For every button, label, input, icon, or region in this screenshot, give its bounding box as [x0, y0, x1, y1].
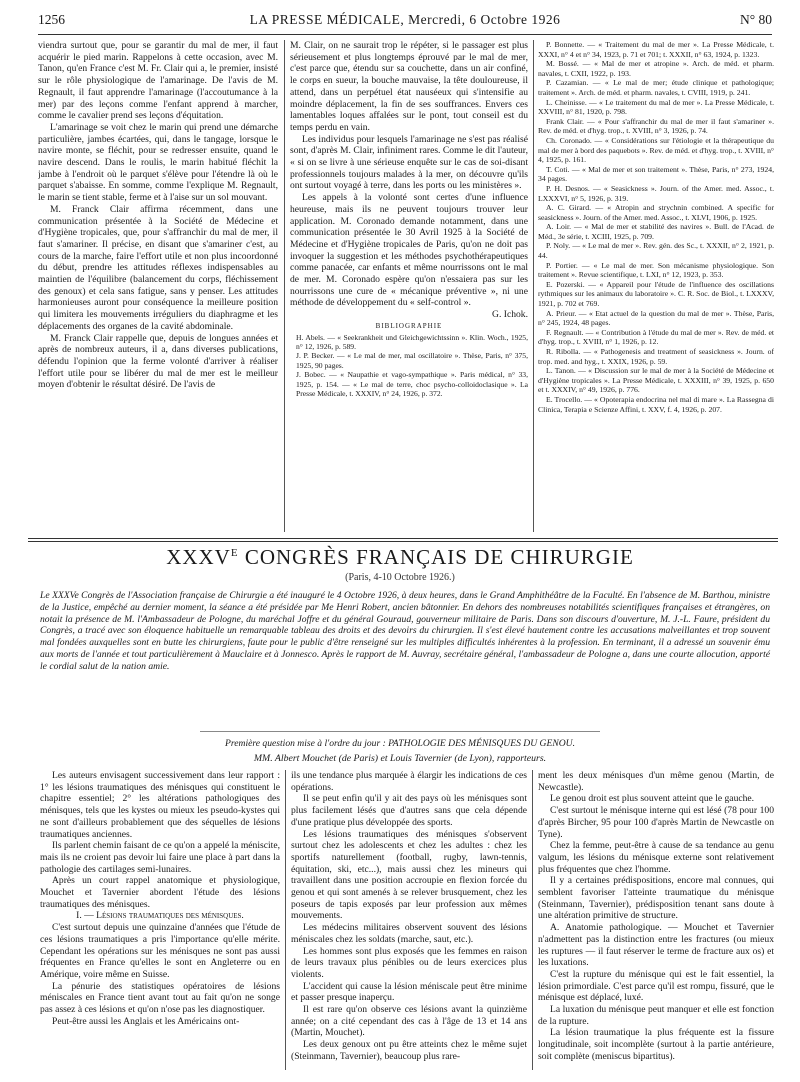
issue-number: N° 80: [739, 12, 772, 27]
author-signature: G. Ichok.: [492, 309, 528, 321]
bibliography-entry: H. Abels. — « Seekrankheit und Gleichgewichtssinn ». Klin. Woch., 1925, n° 12, 1926, p. 589.: [296, 332, 528, 351]
congress-superscript: E: [230, 547, 239, 559]
paragraph: M. Franck Clair affirma récemment, dans une communication présentée à la Société de Médecine et d'Hygiène tropicales, que, pour s'affranchir du mal de mer, il faut s'amariner. Il précise, en disant que s'amariner c'est, au cours de la marche, faire l'effort utile et non plus incoordonné du début, prendre les attitudes réflexes indispensables au maintien de l'équilibre (balancement du corps, fléchissement des genoux) et cela sans fatigue, sans y penser. Les attitudes harmonieuses auront pour conséquence la meilleure position qui limitera les mouvements irréguliers du diaphragme et les déplacements des organes de la cavité abdominale.: [38, 203, 278, 332]
paragraph: Il est rare qu'on observe ces lésions avant la quinzième année; on a cité cependant des cas à l'âge de 13 et 14 ans (Martin, Mouchet).: [291, 1004, 527, 1039]
paragraph: Peut-être aussi les Anglais et les Américains ont-: [52, 1015, 240, 1027]
bibliography-entry: Ch. Coronado. — « Considérations sur l'étiologie et la thérapeutique du mal de mer à bord des paquebots ». Rev. de méd. et d'hyg. trop., t. XVIII, n° 4, 1925, p. 161.: [538, 135, 774, 165]
bibliography-entry: L. Cheinisse. — « Le traitement du mal de mer ». La Presse Médicale, t. XXVIII, n° 81, 1920, p. 798.: [538, 97, 774, 117]
column-rule: [284, 40, 285, 532]
lower-column-3: [538, 770, 774, 1076]
bibliography-entry: A. Loir. — « Mal de mer et stabilité des navires ». Bull. de l'Acad. de Méd., 3e série, t. XCIII, 1925, p. 709.: [538, 222, 774, 241]
paragraph: L'accident qui cause la lésion méniscale peut être minime et passer presque inaperçu.: [291, 980, 527, 1004]
section-rule: [200, 731, 600, 732]
paragraph: M. Franck Clair rappelle que, depuis de longues années et après de nombreux auteurs, il a, dans diverses publications, défendu l'opinion que la ferme volonté d'arriver à réaliser l'effort utile pour se libérer du mal de mer est le meilleur moyen d'obtenir le résultat désiré. De l'avis de: [38, 332, 278, 391]
paragraph: Les auteurs envisagent successivement dans leur rapport : 1° les lésions traumatiques des ménisques qui constituent le chapitre essentiel; 2° les altérations pathologiques des ménisques, tels que les kystes ou mieux les pseudo-kystes qui ne sont d'ailleurs probablement que des séquelles de lésions traumatiques anciennes.: [40, 770, 280, 840]
paragraph: C'est la rupture du ménisque qui est le fait essentiel, la lésion primordiale. C'est parce qu'il est rompu, fissuré, que le ménisque est déplacé, luxé.: [538, 968, 774, 1004]
paragraph: La luxation du ménisque peut manquer et elle est fonction de la rupture.: [538, 1004, 774, 1027]
upper-column-2: [290, 40, 528, 535]
section-heading: I. — Lésions traumatiques des ménisques.: [76, 910, 244, 922]
section-rule: [28, 538, 778, 539]
paragraph: ment les deux ménisques d'un même genou (Martin, de Newcastle).: [538, 770, 774, 793]
congress-intro: Le XXXVe Congrès de l'Association française de Chirurgie a été inauguré le 4 Octobre 1926, à deux heures, dans le Grand Amphithéâtre de la Faculté. En l'absence de M. Barthou, ministre de la Justice, empêché au dernier moment, la séance a été présidée par Me Henri Robert, ancien bâtonnier. En dehors des nombreuses notabilités scientifiques françaises et étrangères, on notait la présence de M. l'Ambassadeur de Pologne, du maréchal Joffre et du général Gouraud, gouverneur militaire de Paris. Dans son discours d'ouverture, M. J.-L. Faure, président du Congrès, a tracé avec son éloquence habituelle un remarquable tableau des droits et des devoirs du chirurgien. Il s'est élevé hautement contre les accusations malveillantes et trop souvent mal fondées auxquelles sont en butte les chirurgiens, faute pour le public d'être renseigné sur les multiples difficultés inhérentes à la profession. En terminant, il a adressé un souvenir ému aux morts de l'année et tout particulièrement à Mauclaire et à Jonnesco. Après le rapport de M. Auvray, secrétaire général, l'ambassadeur de Pologne a, dans une courte allocution, apporté le cordial salut de la nation amie.: [40, 590, 770, 672]
bibliography-entry: A. C. Girard. — « Atropin and strychnin combined. A specific for seasickness ». Journ. of the Amer. med. Assoc., t. XLVI, 1906, p. 1925.: [538, 203, 774, 222]
paragraph: Les hommes sont plus exposés que les femmes en raison de leurs travaux plus pénibles ou de leurs exercices plus violents.: [291, 945, 527, 980]
paragraph: Le genou droit est plus souvent atteint que le gauche.: [550, 793, 755, 805]
bibliography-entry: T. Coti. — « Mal de mer et son traitement ». Thèse, Paris, n° 273, 1924, 34 pages.: [538, 164, 774, 184]
page-number: 1256: [38, 12, 65, 27]
paragraph: viendra surtout que, pour se garantir du mal de mer, il faut acquérir le pied marin. Rappelons à cette occasion, avec M. Tanon, qu'en France c'est M. Fr. Clair qui a, le premier, insisté sur le rôle physiologique de l'amarinage. De l'avis de M. Regnault, il faut apprendre l'amarinage (l'accoutumance à la mer) par des leçons comme l'enfant apprend à marcher, comme le cavalier prend ses leçons d'équitation.: [38, 40, 278, 122]
bibliography-heading: BIBLIOGRAPHIE: [375, 321, 443, 330]
upper-column-1: [38, 40, 278, 535]
paragraph: Les lésions traumatiques des ménisques s'observent surtout chez les adolescents et chez les adultes : chez les sportifs naturellement (football, rugby, lawn-tennis, équitation, ski, etc...), mais aussi chez les mineurs qui travaillent dans une position accroupie en flexion forcée du genou et qui sont amenés à se relever brusquement, chez les poseurs de tapis exposés par leur profession aux mêmes mouvements.: [291, 828, 527, 922]
running-header: [38, 10, 772, 35]
bibliography-entry: R. Ribolla. — « Pathogenesis and treatment of seasickness ». Journ. of trop. med. and hyg., t. XXIX, 1926, p. 59.: [538, 347, 774, 366]
column-rule: [285, 770, 286, 1070]
rapporteurs-line: MM. Albert Mouchet (de Paris) et Louis Tavernier (de Lyon), rapporteurs.: [253, 753, 547, 764]
paragraph: La pénurie des statistiques opératoires de lésions méniscales en France tient avant tout au fait qu'on ne songe pas assez à ces lésions et qu'on n'ose pas les diagnostiquer.: [40, 980, 280, 1016]
congress-numeral: XXXV: [166, 545, 231, 569]
bibliography-entry: P. Cazamian. — « Le mal de mer; étude clinique et pathologique; traitement ». Arch. de méd. et pharm. navales, t. CVIII, 1919, p. 241.: [538, 78, 774, 97]
paragraph: ils une tendance plus marquée à élargir les indications de ces opérations.: [291, 770, 527, 793]
question-heading: Première question mise à l'ordre du jour : PATHOLOGIE DES MÉNISQUES DU GENOU.: [225, 738, 575, 749]
column-rule: [533, 40, 534, 532]
bibliography-entry: P. Portier. — « Le mal de mer. Son mécanisme physiologique. Son traitement ». Revue scientifique, t. LXI, n° 12, 1923, p. 353.: [538, 260, 774, 280]
congress-title-rest: CONGRÈS FRANÇAIS DE CHIRURGIE: [238, 545, 634, 569]
bibliography-entry: P. H. Desnos. — « Seasickness ». Journ. of the Amer. med. Assoc., t. LXXXVI, n° 5, 1926, p. 319.: [538, 183, 774, 203]
bibliography-entry: F. Regnault. — « Contribution à l'étude du mal de mer ». Rev. de méd. et d'hyg. trop., t. XVIII, n° 1, 1926, p. 12.: [538, 327, 774, 347]
bibliography-column: [538, 40, 774, 535]
bibliography-entry: P. Noly. — « Le mal de mer ». Rev. gén. des Sc., t. XXXII, n° 2, 1921, p. 44.: [538, 241, 774, 261]
lower-column-2: [291, 770, 527, 1076]
paragraph: Chez la femme, peut-être à cause de sa tendance au genu valgum, les lésions du ménisque externe sont relativement plus fréquentes que chez l'homme.: [538, 840, 774, 875]
bibliography-entry: E. Trocello. — « Opoterapia endocrina nel mal di mare ». La Rassegna di Clinica, Terapia e Scienze Affini, t. XXV, f. 4, 1926, p. 207.: [538, 394, 774, 414]
paragraph: Les individus pour lesquels l'amarinage ne s'est pas réalisé sont, d'après M. Clair, infiniment rares. Comme le dit l'auteur, « si on se livre à une sérieuse enquête sur le cas de soi-disant professionnels toujours malades à la mer, on découvre qu'ils ont surtout voyagé à terre, dans les ports ou les ministères ».: [290, 133, 528, 192]
bibliography-entry: A. Prieur. — « Etat actuel de la question du mal de mer ». Thèse, Paris, n° 245, 1924, 48 pages.: [538, 308, 774, 328]
bibliography-entry: L. Tanon. — « Discussion sur le mal de mer à la Société de Médecine et d'Hygiène tropicales ». La Presse Médicale, t. XXXIII, n° 39, 1925, p. 650 et t. XXXIV, n° 49, 1926, p. 776.: [538, 366, 774, 395]
bibliography-entry: M. Bossé. — « Mal de mer et atropine ». Arch. de méd. et pharm. navales, t. CXII, 1922, p. 193.: [538, 59, 774, 78]
paragraph: L'amarinage se voit chez le marin qui prend une démarche particulière, jambes écartées, qui, dans le tangage, lorsque le navire monte, se fléchit, pour se redresser ensuite, quand le navire descend. Dans le roulis, le marin habitué fléchit la jambe à l'endroit où le parquet s'élève pour l'étendre là où le parquet s'abaisse. En somme, comme l'explique M. Regnault, le marin se tient stable, ferme et à l'aise sur un sol mouvant.: [38, 121, 278, 204]
paragraph: Il y a certaines prédispositions, encore mal connues, qui semblent favoriser l'atteinte traumatique du ménisque (Steinmann, Tavernier), prédisposition tenant sans doute à une altération primitive de structure.: [538, 875, 774, 922]
bibliography-entry: Frank Clair. — « Pour s'affranchir du mal de mer il faut s'amariner ». Rev. de méd. et d'hyg. trop., t. XVIII, n° 3, 1926, p. 74.: [538, 116, 774, 136]
paragraph: Ils parlent chemin faisant de ce qu'on a appelé la méniscite, mais ils ne croient pas devoir lui faire une place à part dans la pathologie des cartilages semi-lunaires.: [40, 840, 280, 875]
paragraph: La lésion traumatique la plus fréquente est la fissure longitudinale, soit incomplète (surtout à la partie antérieure, soit complète (meniscus bipartitus).: [538, 1027, 774, 1062]
paragraph: M. Clair, on ne saurait trop le répéter, si le passager est plus sérieusement et plus longtemps éprouvé par le mal de mer, c'est parce que, étendu sur sa couchette, dans un air confiné, le corps en sueur, la bouche mauvaise, la tête douloureuse, il attend, dans un perpétuel état nauséeux qui s'intensifie au moindre déplacement, la fin de ses souffrances. Envers ces lamentables loques affalées sur le pont, tout conseil est du temps perdu en vain.: [290, 40, 528, 133]
paragraph: Les deux genoux ont pu être atteints chez le même sujet (Steinmann, Tavernier), beaucoup plus rare-: [291, 1039, 527, 1062]
bibliography-entry: J. P. Becker. — « Le mal de mer, mal oscillatoire ». Thèse, Paris, n° 375, 1925, 90 pages.: [296, 351, 528, 370]
journal-title: LA PRESSE MÉDICALE, Mercredi, 6 Octobre 1926: [249, 12, 561, 27]
paragraph: Il se peut enfin qu'il y ait des pays où les ménisques sont plus facilement lésés que d'autres sans que cela dépende d'une pratique plus développée des sports.: [291, 793, 527, 828]
congress-title: [0, 545, 800, 570]
column-rule: [532, 770, 533, 1070]
lower-column-1: [40, 770, 280, 1076]
paragraph: Les appels à la volonté sont certes d'une influence heureuse, mais ils ne peuvent toujours trouver leur application. M. Coronado demande notamment, dans une communication présentée le 30 Avril 1925 à la Société de Médecine et d'Hygiène tropicales de Paris, qu'on ne doit pas invoquer la suggestion et les méthodes psychothérapeutiques comme panacée, car enfants et même nourrissons ont le mal de mer. M. Coronado espère qu'on n'essaiera pas sur les nourrissons une cure de « mécanique préventive », ni une méthode de développement du « self-control ».: [290, 192, 528, 309]
paragraph: C'est surtout depuis une quinzaine d'années que l'étude de ces lésions traumatiques a pris l'importance qu'elle mérite. Cependant les opérations sur les ménisques ne sont pas aussi fréquentes en France qu'elles le sont en Angleterre ou en Amérique, voire même en Suisse.: [40, 922, 280, 980]
bibliography-entry: J. Bobec. — « Naupathie et vago-sympathique ». Paris médical, n° 33, 1925, p. 154. — « Le mal de terre, choc psycho-colloidoclasique ». La Presse Médicale, t. XXXIV, n° 24, 1926, p. 372.: [296, 370, 528, 399]
bibliography-entry: P. Bonnette. — « Traitement du mal de mer ». La Presse Médicale, t. XXXI, n° 4 et n° 34, 1923, p. 71 et 701; t. XXXII, n° 63, 1924, p. 1323.: [538, 40, 774, 59]
paragraph: C'est surtout le ménisque interne qui est lésé (78 pour 100 d'après Bircher, 95 pour 100 d'après Martin de Newcastle on Tyne).: [538, 805, 774, 840]
congress-subtitle: (Paris, 4-10 Octobre 1926.): [345, 572, 455, 583]
bibliography-entry: E. Pozerski. — « Appareil pour l'étude de l'influence des oscillations rythmiques sur les animaux du laboratoire ». C. R. Soc. de Biol., t. LXXXV, 1921, p. 702 et 769.: [538, 279, 774, 309]
paragraph: Après un court rappel anatomique et physiologique, Mouchet et Tavernier abordent l'étude des lésions traumatiques des ménisques.: [40, 875, 280, 910]
paragraph: Les médecins militaires observent souvent des lésions méniscales chez les soldats (marche, saut, etc.).: [291, 922, 527, 945]
paragraph: A. Anatomie pathologique. — Mouchet et Tavernier n'admettent pas la distinction entre les fractures (ou mieux les ruptures — il faut réserver le terme de fracture aux os) et les luxations.: [538, 922, 774, 969]
section-rule: [28, 541, 778, 542]
